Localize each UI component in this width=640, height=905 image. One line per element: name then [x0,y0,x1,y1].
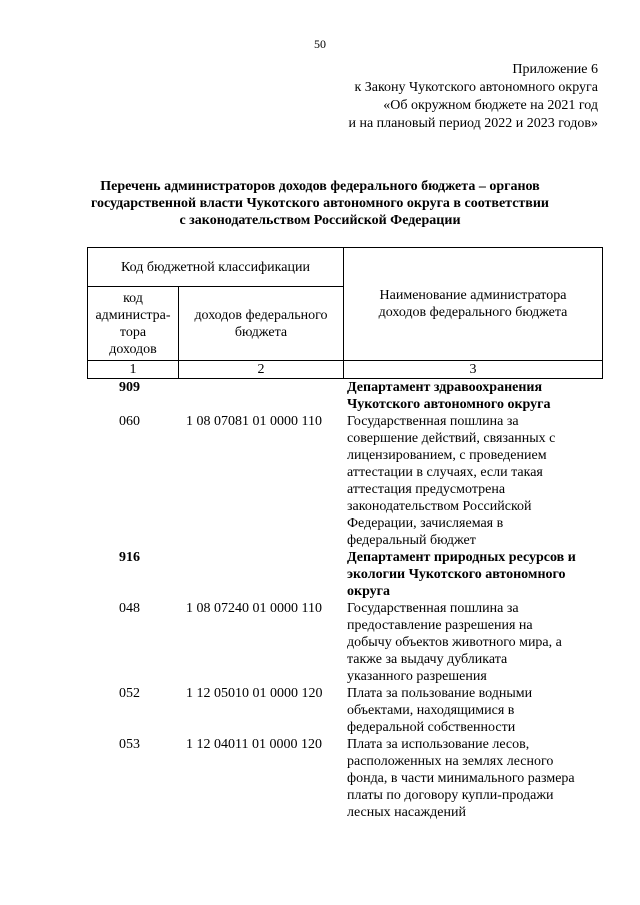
administrator-name [343,379,602,413]
name-line: лицензированием, с проведением [347,448,547,463]
name-line: экологии Чукотского автономного [347,567,566,582]
appendix-line: «Об окружном бюджете на 2021 год [383,98,598,113]
admin-code: 909 [119,380,140,395]
name-line: также за выдачу дубликата [347,652,508,667]
table-row [87,413,602,549]
revenue-code: 1 08 07081 01 0000 110 [186,414,322,429]
name-line: лесных насаждений [347,805,466,820]
name-line: федеральный бюджет [347,533,476,548]
header-line: доходов федерального бюджета [378,305,568,320]
administrator-name [343,413,602,549]
administrator-list [87,379,602,821]
table-row [87,685,602,736]
admin-code: 048 [119,601,140,616]
appendix-line: Приложение 6 [512,62,598,77]
name-line: предоставление разрешения на [347,618,533,633]
revenue-code [178,549,343,600]
admin-code: 060 [119,414,140,429]
header-line: доходов федерального [194,307,328,323]
name-line: аттестации в случаях, если такая [347,465,543,480]
column-number: 1 [88,361,179,379]
name-line: совершение действий, связанных с [347,431,556,446]
name-line: Чукотского автономного округа [347,397,551,412]
name-line: Департамент здравоохранения [347,380,543,395]
name-line: Федерации, зачисляемая в [347,516,504,531]
header-line: Наименование администратора [379,288,567,303]
name-line: Государственная пошлина за [347,414,519,429]
name-line: платы по договору купли-продажи [347,788,554,803]
name-line: Департамент природных ресурсов и [347,550,576,565]
name-line: объектами, находящимися в [347,703,515,718]
administrator-name [343,549,602,600]
table-row [87,549,602,600]
header-line: тора [119,324,147,340]
title-line: с законодательством Российской Федерации [179,213,461,228]
appendix-line: к Закону Чукотского автономного округа [354,80,598,95]
column-number: 2 [179,361,344,379]
header-line: доходов [109,341,157,357]
name-line: фонда, в части минимального размера [347,771,575,786]
table-row [87,736,602,821]
title-line: государственной власти Чукотского автономного округа в соответствии [90,196,549,211]
document-title [70,178,570,229]
name-line: расположенных на землях лесного [347,754,554,769]
administrator-name-header [344,248,603,361]
administrator-name [343,685,602,736]
page-number: 50 [314,37,326,51]
name-line: Плата за использование лесов, [347,737,530,752]
table-row [87,600,602,685]
administrator-name [343,600,602,685]
name-line: Государственная пошлина за [347,601,519,616]
appendix-header [348,61,598,133]
budget-classification-header: Код бюджетной классификации [88,248,344,287]
header-line: код [123,290,143,306]
admin-code-header [88,287,179,361]
admin-code: 053 [119,737,140,752]
name-line: Плата за пользование водными [347,686,533,701]
name-line: округа [347,584,391,599]
name-line: добычу объектов животного мира, а [347,635,562,650]
classification-table-header [87,247,603,379]
name-line: федеральной собственности [347,720,516,735]
admin-code: 052 [119,686,140,701]
header-line: бюджета [234,324,288,340]
title-line: Перечень администраторов доходов федерального бюджета – органов [100,179,540,194]
revenue-code: 1 12 04011 01 0000 120 [186,737,322,752]
column-number: 3 [344,361,603,379]
revenue-code: 1 12 05010 01 0000 120 [186,686,323,701]
revenue-code: 1 08 07240 01 0000 110 [186,601,322,616]
name-line: законодательством Российской [347,499,532,514]
name-line: указанного разрешения [347,669,487,684]
revenue-code [178,379,343,413]
header-line: администра- [95,307,171,323]
admin-code: 916 [119,550,140,565]
administrator-name [343,736,602,821]
revenue-code-header [179,287,344,361]
appendix-line: и на плановый период 2022 и 2023 годов» [348,116,598,131]
name-line: аттестация предусмотрена [347,482,506,497]
table-row [87,379,602,413]
